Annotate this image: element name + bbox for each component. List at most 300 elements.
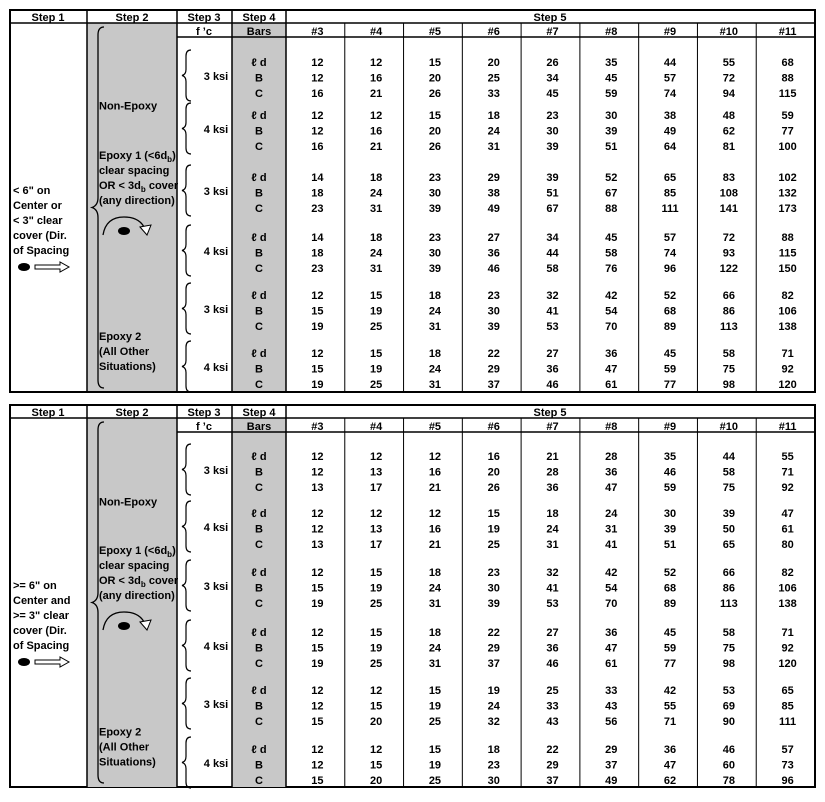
table-cell: 55: [722, 57, 735, 69]
table-cell: 42: [605, 290, 618, 302]
group-label-line: Epoxy 1 $(<6d_b)$: [99, 545, 176, 559]
group-label-line: cover: [145, 575, 179, 587]
table-cell: 31: [428, 321, 442, 333]
table-cell: 94: [722, 88, 735, 100]
table-cell: 15: [311, 363, 324, 376]
bar-size-header: #3: [311, 26, 324, 38]
table-cell: 53: [722, 685, 735, 697]
bar-dot-icon: [18, 263, 30, 271]
table-cell: 18: [428, 627, 442, 639]
row-label: B: [255, 582, 263, 595]
table-cell: 12: [370, 57, 383, 69]
table-cell: 58: [722, 627, 735, 639]
bar-size-header: #10: [719, 421, 739, 433]
row-label: ℓ d: [251, 110, 267, 122]
table-cell: 46: [663, 466, 677, 479]
header-step1: Step 1: [31, 407, 65, 419]
table-cell: 56: [605, 716, 618, 728]
table-cell: 18: [311, 247, 324, 260]
table-cell: 27: [546, 348, 559, 360]
table-cell: 61: [605, 658, 618, 670]
row-label: B: [255, 523, 263, 536]
table-cell: 29: [546, 759, 559, 772]
bar-size-header: #6: [487, 421, 500, 433]
table-cell: 20: [370, 716, 383, 728]
table-cell: 57: [663, 232, 677, 244]
subscript: b: [167, 155, 173, 164]
bar-dot-icon: [18, 658, 30, 666]
table-cell: 31: [370, 203, 383, 215]
table-cell: 25: [487, 539, 500, 551]
table-cell: 25: [487, 72, 500, 85]
table-cell: 36: [546, 482, 559, 494]
table-cell: 12: [311, 685, 324, 697]
table-cell: 12: [428, 451, 442, 463]
table-cell: 138: [778, 321, 797, 333]
table-cell: 75: [722, 482, 735, 494]
fc-value: 4 ksi: [203, 361, 229, 374]
table-cell: 37: [487, 379, 500, 391]
header-step2: Step 2: [115, 12, 149, 24]
table-cell: 39: [722, 508, 735, 520]
table-cell: 115: [778, 88, 797, 100]
table-cell: 111: [661, 203, 679, 215]
table-cell: 18: [311, 187, 324, 200]
table-cell: 82: [781, 567, 794, 579]
table-cell: 42: [605, 567, 618, 579]
condition-text: < 3" clear: [13, 215, 63, 227]
table-cell: 39: [546, 141, 559, 153]
table-cell: 21: [428, 482, 442, 494]
group-label-line: ): [172, 150, 176, 162]
table-cell: 30: [428, 247, 442, 260]
table-cell: 15: [370, 759, 383, 772]
table-cell: 32: [546, 290, 559, 302]
table-cell: 59: [663, 482, 677, 494]
row-label: B: [255, 247, 263, 260]
row-label: ℓ d: [251, 744, 267, 756]
row-label: ℓ d: [251, 567, 267, 579]
table-cell: 13: [370, 523, 383, 536]
bar-dot-icon: [118, 227, 130, 235]
table-cell: 27: [546, 627, 559, 639]
table-cell: 18: [370, 172, 383, 184]
table-cell: 96: [663, 263, 677, 275]
table-cell: 23: [428, 232, 442, 244]
table-cell: 25: [428, 716, 442, 728]
row-label: B: [255, 466, 263, 479]
table-cell: 29: [487, 642, 500, 655]
table-cell: 30: [663, 508, 677, 520]
group-label-line: OR < $3d_b$ cover: [99, 575, 179, 589]
bar-size-header: #10: [719, 26, 739, 38]
table-cell: 90: [722, 716, 735, 728]
table-cell: 36: [663, 744, 677, 756]
group-label-line: (any direction): [99, 195, 175, 207]
group-label-line: Epoxy 2: [99, 726, 142, 739]
table-cell: 33: [605, 685, 618, 697]
row-label: C: [255, 775, 263, 787]
bar-size-header: #5: [428, 421, 442, 433]
table-cell: 18: [428, 567, 442, 579]
bar-size-header: #9: [663, 26, 677, 38]
table-cell: 15: [370, 700, 383, 713]
table-cell: 26: [546, 57, 559, 69]
table-cell: 102: [778, 172, 797, 184]
table-cell: 59: [663, 642, 677, 655]
header-step5: Step 5: [533, 407, 567, 419]
row-label: C: [255, 539, 263, 551]
table-cell: 115: [778, 247, 797, 260]
table-cell: 85: [781, 700, 794, 713]
table-cell: 69: [722, 700, 735, 713]
header-step3: Step 3: [187, 407, 221, 419]
table-cell: 36: [546, 363, 559, 376]
table-cell: 47: [663, 759, 677, 772]
table-cell: 74: [663, 247, 677, 260]
header-step5: Step 5: [533, 12, 567, 24]
table-cell: 57: [663, 72, 677, 85]
table-cell: 120: [778, 658, 797, 670]
table-cell: 15: [428, 685, 442, 697]
group-label-line: Epoxy 2: [99, 331, 142, 343]
table-cell: 141: [719, 203, 739, 215]
fc-value: 4 ksi: [203, 640, 229, 653]
table-cell: 88: [605, 203, 618, 215]
table-cell: 24: [487, 700, 500, 713]
table-cell: 36: [605, 466, 618, 479]
fc-value: 3 ksi: [203, 70, 229, 83]
row-label: ℓ d: [251, 232, 267, 244]
table-cell: 15: [370, 567, 383, 579]
table-cell: 35: [605, 57, 618, 69]
row-label: B: [255, 125, 263, 138]
table-cell: 37: [546, 775, 559, 787]
row-label: ℓ d: [251, 508, 267, 520]
table-cell: 12: [311, 451, 324, 463]
row-label: C: [255, 203, 263, 215]
table-cell: 49: [663, 125, 677, 138]
condition-text: of Spacing: [13, 640, 70, 652]
table-cell: 31: [428, 598, 442, 610]
table-cell: 59: [663, 363, 677, 376]
table-cell: 25: [428, 775, 442, 787]
table-cell: 65: [781, 685, 794, 697]
table-cell: 46: [722, 744, 735, 756]
table-cell: 66: [722, 290, 735, 302]
table-cell: 16: [428, 466, 442, 479]
table-cell: 72: [722, 72, 735, 85]
table-cell: 20: [370, 775, 383, 787]
condition-text: cover (Dir.: [13, 625, 67, 637]
condition-text: Center or: [13, 200, 62, 212]
table-cell: 77: [663, 658, 677, 670]
table-cell: 16: [428, 523, 442, 536]
table-cell: 21: [428, 539, 442, 551]
table-cell: 106: [778, 305, 797, 318]
row-label: C: [255, 263, 263, 275]
table-cell: 21: [370, 88, 383, 100]
subscript: b: [167, 550, 173, 559]
table-cell: 67: [546, 203, 559, 215]
table-cell: 73: [781, 759, 794, 772]
table-cell: 58: [605, 247, 618, 260]
table-cell: 31: [546, 539, 559, 551]
table-cell: 47: [605, 482, 618, 494]
table-cell: 22: [487, 348, 500, 360]
table-cell: 23: [487, 759, 500, 772]
group-label-line: OR < $3d_b$ cover: [99, 180, 179, 194]
row-label: ℓ d: [251, 685, 267, 697]
row-label: B: [255, 700, 263, 713]
table-cell: 58: [546, 263, 559, 275]
table-cell: 12: [428, 508, 442, 520]
table-cell: 14: [311, 172, 324, 184]
table-cell: 77: [663, 379, 677, 391]
table-cell: 12: [370, 685, 383, 697]
table-cell: 15: [428, 744, 442, 756]
table-cell: 55: [663, 700, 677, 713]
table-cell: 113: [719, 321, 738, 333]
bar-size-header: #7: [546, 421, 559, 433]
group-label-line: Non-Epoxy: [99, 496, 158, 509]
spacing-arrow-icon: [35, 262, 69, 272]
table-cell: 19: [370, 582, 383, 595]
table-cell: 47: [605, 363, 618, 376]
table-cell: 24: [428, 305, 442, 318]
row-label: ℓ d: [251, 290, 267, 302]
table-cell: 19: [428, 700, 442, 713]
condition-text: Center and: [13, 595, 71, 607]
table-cell: 98: [722, 658, 735, 670]
table-cell: 22: [487, 627, 500, 639]
table-cell: 68: [781, 57, 794, 69]
table-cell: 71: [781, 466, 794, 479]
table-cell: 26: [428, 141, 442, 153]
bar-dot-icon: [118, 622, 130, 630]
row-label: B: [255, 187, 263, 200]
table-cell: 12: [370, 110, 383, 122]
table-cell: 106: [778, 582, 797, 595]
row-label: ℓ d: [251, 451, 267, 463]
table-cell: 46: [546, 379, 559, 391]
subscript: b: [140, 185, 146, 194]
table-cell: 30: [546, 125, 559, 138]
condition-text: >= 6" on: [13, 580, 57, 592]
table-cell: 31: [428, 379, 442, 391]
table-cell: 49: [487, 203, 500, 215]
row-label: B: [255, 363, 263, 376]
bar-size-header: #7: [546, 26, 559, 38]
table-cell: 31: [428, 658, 442, 670]
table-cell: 39: [546, 172, 559, 184]
table-cell: 19: [487, 685, 500, 697]
table-cell: 41: [546, 582, 559, 595]
condition-text: < 6" on: [13, 185, 51, 197]
table-cell: 75: [722, 642, 735, 655]
table-cell: 28: [546, 466, 559, 479]
table-cell: 18: [370, 232, 383, 244]
fc-brace-icon: [182, 737, 191, 788]
table-cell: 71: [781, 627, 794, 639]
table-cell: 55: [781, 451, 794, 463]
table-cell: 132: [778, 187, 797, 200]
table-cell: 93: [722, 247, 735, 260]
group-label-line: ): [172, 545, 176, 557]
table-cell: 23: [487, 567, 500, 579]
group-label-line: clear spacing: [99, 165, 170, 177]
table-cell: 24: [605, 508, 618, 520]
condition-text: cover (Dir.: [13, 230, 67, 242]
table-cell: 46: [546, 658, 559, 670]
header-step3: Step 3: [187, 12, 221, 24]
group-label-line: cover: [145, 180, 179, 192]
table-cell: 60: [722, 759, 735, 772]
table-cell: 12: [311, 627, 324, 639]
table-cell: 12: [311, 508, 324, 520]
table-cell: 92: [781, 363, 794, 376]
table-cell: 29: [487, 172, 500, 184]
table-cell: 19: [370, 363, 383, 376]
table-cell: 74: [663, 88, 677, 100]
table-cell: 61: [605, 379, 618, 391]
table-cell: 15: [428, 57, 442, 69]
fc-value: 4 ksi: [203, 521, 229, 534]
table-cell: 75: [722, 363, 735, 376]
table-cell: 72: [722, 232, 735, 244]
table-cell: 18: [546, 508, 559, 520]
row-label: C: [255, 598, 263, 610]
header-step2: Step 2: [115, 407, 149, 419]
table-cell: 67: [605, 187, 618, 200]
table-cell: 25: [370, 379, 383, 391]
table-cell: 22: [546, 744, 559, 756]
table-cell: 15: [370, 290, 383, 302]
table-cell: 25: [546, 685, 559, 697]
table-cell: 19: [487, 523, 500, 536]
fc-brace-icon: [182, 341, 191, 392]
table-cell: 58: [722, 466, 735, 479]
table-cell: 54: [605, 582, 618, 595]
table-cell: 43: [605, 700, 618, 713]
header-step4: Step 4: [242, 407, 276, 419]
table-cell: 15: [311, 305, 324, 318]
table-cell: 16: [311, 88, 324, 100]
row-label: C: [255, 482, 263, 494]
table-cell: 108: [719, 187, 739, 200]
bar-size-header: #11: [778, 26, 797, 38]
table-cell: 20: [428, 125, 442, 138]
table-cell: 52: [663, 567, 677, 579]
condition-text: >= 3" clear: [13, 610, 69, 622]
table-cell: 61: [781, 523, 794, 536]
table-cell: 19: [370, 642, 383, 655]
table-cell: 12: [311, 57, 324, 69]
fc-brace-icon: [182, 50, 191, 101]
table-cell: 89: [663, 321, 677, 333]
table-cell: 120: [778, 379, 797, 391]
table-cell: 42: [663, 685, 677, 697]
table-cell: 24: [428, 642, 442, 655]
table-cell: 13: [311, 482, 324, 494]
table-cell: 24: [370, 247, 383, 260]
fc-value: 3 ksi: [203, 185, 229, 198]
table-cell: 16: [487, 451, 500, 463]
row-label: C: [255, 141, 263, 153]
table-cell: 85: [663, 187, 677, 200]
table-cell: 64: [663, 141, 677, 153]
header-step1: Step 1: [31, 12, 65, 24]
table-cell: 52: [663, 290, 677, 302]
table-cell: 20: [428, 72, 442, 85]
table-cell: 81: [722, 141, 735, 153]
table-cell: 36: [546, 642, 559, 655]
table-cell: 70: [605, 321, 618, 333]
fc-value: 3 ksi: [203, 580, 229, 593]
fc-brace-icon: [182, 444, 191, 495]
table-cell: 31: [370, 263, 383, 275]
table-cell: 16: [370, 72, 383, 85]
table-cell: 49: [605, 775, 618, 787]
table-cell: 24: [370, 187, 383, 200]
table-cell: 50: [722, 523, 735, 536]
table-cell: 16: [311, 141, 324, 153]
fc-brace-icon: [182, 225, 191, 276]
group-label-line: (All Other: [99, 741, 150, 754]
bar-size-header: #3: [311, 421, 324, 433]
table-cell: 138: [778, 598, 797, 610]
table-cell: 19: [311, 379, 324, 391]
table-cell: 100: [778, 141, 797, 153]
table-cell: 12: [311, 110, 324, 122]
table-cell: 86: [722, 305, 735, 318]
table-cell: 45: [663, 627, 677, 639]
table-cell: 13: [311, 539, 324, 551]
table-cell: 51: [605, 141, 618, 153]
fc-brace-icon: [182, 678, 191, 729]
table-cell: 19: [370, 305, 383, 318]
table-cell: 12: [311, 759, 324, 772]
table-cell: 15: [370, 627, 383, 639]
table-cell: 24: [546, 523, 559, 536]
table-cell: 24: [428, 582, 442, 595]
header-bars: Bars: [246, 26, 272, 38]
row-label: C: [255, 658, 263, 670]
row-label: B: [255, 72, 263, 85]
table-cell: 71: [663, 716, 677, 728]
row-label: ℓ d: [251, 348, 267, 360]
table-cell: 57: [781, 744, 794, 756]
subscript: b: [140, 580, 146, 589]
table-cell: 33: [487, 88, 500, 100]
table-cell: 19: [311, 598, 324, 610]
table-cell: 18: [487, 744, 500, 756]
table-cell: 19: [311, 321, 324, 333]
table-cell: 78: [722, 775, 735, 787]
table-cell: 41: [605, 539, 618, 551]
table-cell: 92: [781, 642, 794, 655]
table-cell: 38: [487, 187, 500, 200]
table-cell: 32: [487, 716, 500, 728]
table-cell: 12: [370, 744, 383, 756]
table-cell: 15: [311, 775, 324, 787]
bar-size-header: #8: [605, 26, 618, 38]
table-cell: 45: [546, 88, 559, 100]
table-cell: 54: [605, 305, 618, 318]
table-cell: 53: [546, 598, 559, 610]
table-cell: 25: [370, 321, 383, 333]
table-cell: 24: [487, 125, 500, 138]
